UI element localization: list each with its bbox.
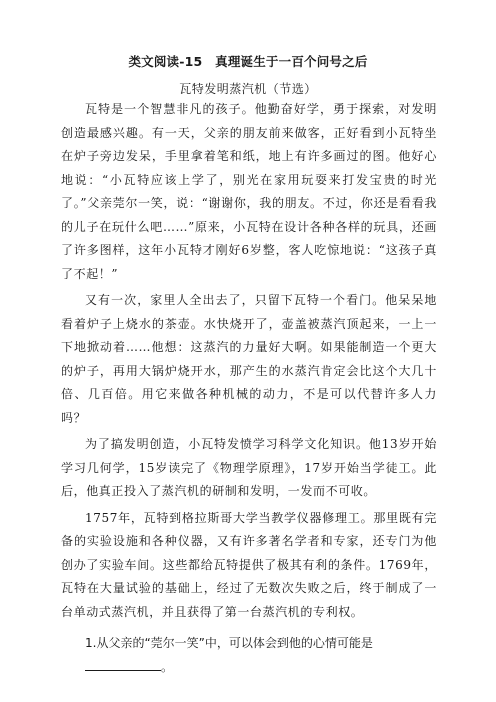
document-title: 类文阅读-15 真理诞生于一百个问号之后 [128,54,368,69]
answer-blank[interactable] [85,658,161,671]
paragraph-2: 又有一次，家里人全出去了，只留下瓦特一个看门。他呆呆地看着炉子上烧水的茶壶。水快烧开了，壶盖被蒸汽顶起来，一上一下地掀动着……他想：这蒸汽的力量好大啊。如果能制造一个更大的炉子，再用大锅炉烧开水，那产生的水蒸汽肯定会比这个大几十倍、几百倍。用它来做各种机械的动力，不是可以代替许多人力吗？ [61,293,437,425]
question-1 [61,632,437,679]
document-subtitle: 瓦特发明蒸汽机（节选） [179,82,317,96]
paragraph-4: 1757年，瓦特到格拉斯哥大学当教学仪器修理工。那里既有完备的实验设施和各种仪器，又有许多著名学者和专家，还专门为他创办了实验车间。这些都给瓦特提供了极其有利的条件。1769年，瓦特在大量试验的基础上，经过了无数次失败之后，终于制成了一台单动式蒸汽机，并且获得了第一台蒸汽机的专利权。 [61,510,437,619]
question-1-text: 1.从父亲的“莞尔一笑”中，可以体会到他的心情可能是 [85,636,373,650]
article-body [61,98,437,679]
paragraph-3: 为了搞发明创造，小瓦特发愤学习科学文化知识。他13岁开始学习几何学，15岁读完了《物理学原理》，17岁开始当学徒工。此后，他真正投入了蒸汽机的研制和发明，一发而不可收。 [61,437,437,498]
question-1-end: 。 [161,659,174,674]
paragraph-1: 瓦特是一个智慧非凡的孩子。他勤奋好学，勇于探索，对发明创造最感兴趣。有一天，父亲的朋友前来做客，正好看到小瓦特坐在炉子旁边发呆，手里拿着笔和纸，地上有许多画过的图。他好心地说：“小瓦特应该上学了，别光在家用玩耍来打发宝贵的时光了。”父亲莞尔一笑，说：“谢谢你，我的朋友。不过，你还是看看我的儿子在玩什么吧……”原来，小瓦特在设计各种各样的玩具，还画了许多图样，这年小瓦特才刚好6岁整，客人吃惊地说：“这孩子真了不起！” [61,102,437,281]
